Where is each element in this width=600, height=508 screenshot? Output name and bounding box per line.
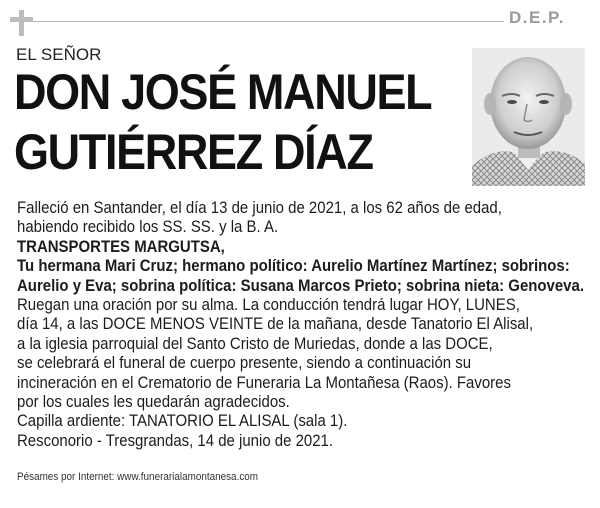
death-notice-line-2: habiendo recibido los SS. SS. y la B. A. — [17, 217, 279, 237]
family-line-1: Tu hermana Mari Cruz; hermano político: Aurelio Martínez Martínez; sobrinos: — [17, 256, 570, 276]
name-line-1: DON JOSÉ MANUEL — [14, 64, 432, 120]
chapel-line: Capilla ardiente: TANATORIO EL ALISAL (sala 1). — [17, 411, 348, 431]
funeral-line-4: se celebrará el funeral de cuerpo presente, siendo a continuación su — [17, 353, 472, 373]
name-line-2: GUTIÉRREZ DÍAZ — [14, 124, 373, 180]
cross-icon — [10, 10, 34, 36]
funeral-line-5: incineración en el Crematorio de Funeraria La Montañesa (Raos). Favores — [17, 372, 511, 392]
honorific: EL SEÑOR — [16, 45, 102, 64]
family-line-2: Aurelio y Eva; sobrina política: Susana Marcos Prieto; sobrina nieta: Genoveva. — [17, 275, 584, 295]
funeral-line-2: día 14, a las DOCE MENOS VEINTE de la mañana, desde Tanatorio El Alisal, — [17, 314, 534, 334]
place-date-line: Resconorio - Tresgrandas, 14 de junio de 2021. — [17, 430, 334, 450]
deceased-name — [14, 62, 432, 182]
notice-body — [17, 198, 587, 450]
portrait-photo — [472, 48, 585, 186]
header-rule — [20, 21, 504, 22]
funeral-line-6: por los cuales les quedarán agradecidos. — [17, 392, 290, 412]
death-notice-line-1: Falleció en Santander, el día 13 de junio de 2021, a los 62 años de edad, — [17, 198, 502, 217]
funeral-line-1: Ruegan una oración por su alma. La conducción tendrá lugar HOY, LUNES, — [17, 295, 520, 315]
dep-label: D.E.P. — [509, 8, 565, 27]
funeral-line-3: a la iglesia parroquial del Santo Cristo de Muriedas, donde a las DOCE, — [17, 333, 493, 353]
condolences-footer: Pésames por Internet: www.funerarialamontanesa.com — [17, 471, 259, 483]
company-name: TRANSPORTES MARGUTSA, — [17, 236, 225, 256]
